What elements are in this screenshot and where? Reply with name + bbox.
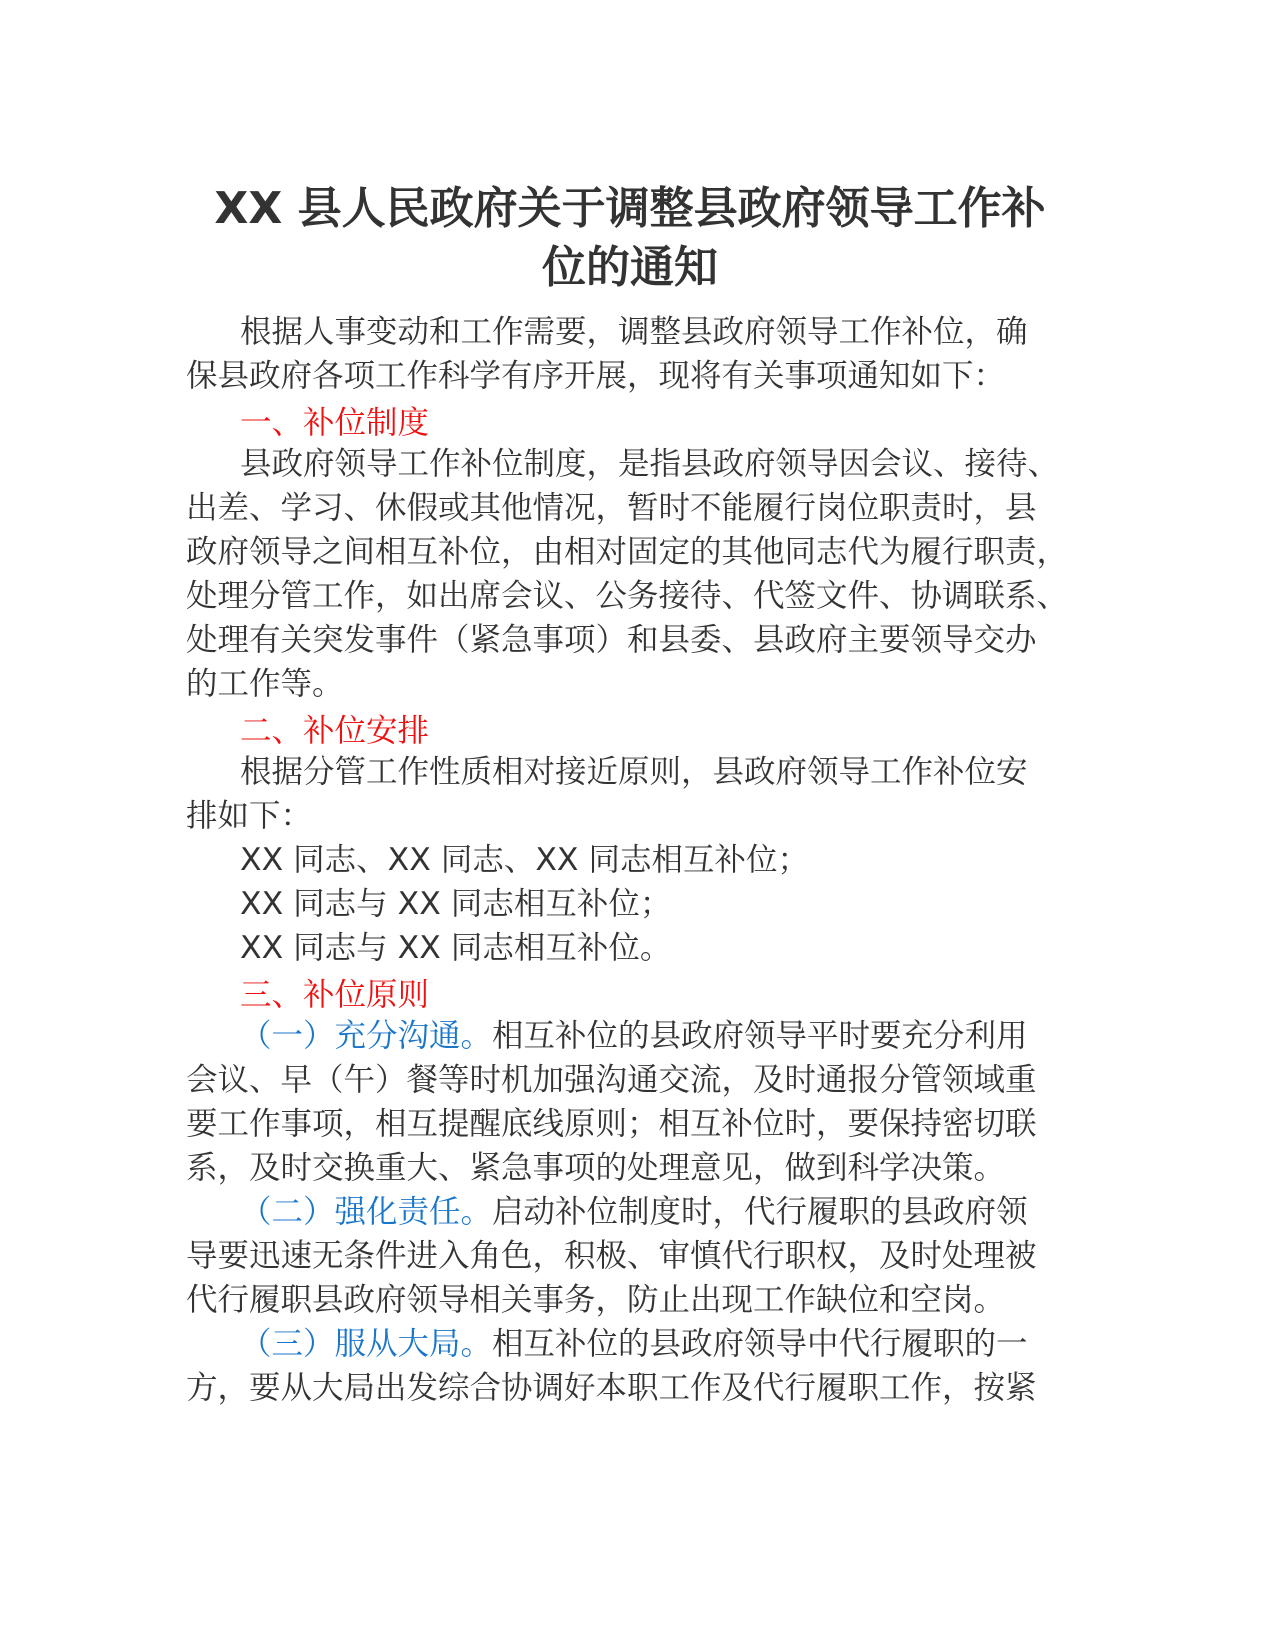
principle-3-label: （三）服从大局。: [240, 1326, 493, 1362]
arrangement-line-2: XX 同志与 XX 同志相互补位；: [240, 886, 672, 922]
section1-line-1: 县政府领导工作补位制度，是指县政府领导因会议、接待、: [240, 446, 1060, 482]
principle-2-text: 启动补位制度时，代行履职的县政府领: [492, 1194, 1028, 1230]
principle-1-line-2: 会议、早（午）餐等时机加强沟通交流，及时通报分管领域重: [186, 1062, 1037, 1098]
section1-line-4: 处理分管工作，如出席会议、公务接待、代签文件、协调联系、: [186, 578, 1069, 614]
section2-heading: 二、补位安排: [240, 713, 430, 749]
principle-2-line-3: 代行履职县政府领导相关事务，防止出现工作缺位和空岗。: [186, 1282, 1006, 1318]
principle-1-label: （一）充分沟通。: [240, 1018, 493, 1054]
section2-line-1: 根据分管工作性质相对接近原则，县政府领导工作补位安: [240, 754, 1028, 790]
arrangement-line-1: XX 同志、XX 同志、XX 同志相互补位；: [240, 842, 810, 878]
intro-line-2: 保县政府各项工作科学有序开展，现将有关事项通知如下：: [186, 358, 1006, 394]
principle-2-line-2: 导要迅速无条件进入角色，积极、审慎代行职权，及时处理被: [186, 1238, 1037, 1274]
section1-line-2: 出差、学习、休假或其他情况，暂时不能履行岗位职责时，县: [186, 490, 1037, 526]
section2-line-2: 排如下：: [186, 798, 313, 834]
arrangement-line-3: XX 同志与 XX 同志相互补位。: [240, 930, 672, 966]
principle-3-line-2: 方，要从大局出发综合协调好本职工作及代行履职工作，按紧: [186, 1370, 1037, 1406]
section1-heading: 一、补位制度: [240, 405, 430, 441]
principle-1-line-4: 系，及时交换重大、紧急事项的处理意见，做到科学决策。: [186, 1150, 1006, 1186]
section1-line-3: 政府领导之间相互补位，由相对固定的其他同志代为履行职责，: [186, 534, 1069, 570]
document-title-line-2: 位的通知: [542, 242, 718, 293]
principle-3-first-line: [240, 1322, 1028, 1366]
principle-1-text: 相互补位的县政府领导平时要充分利用: [492, 1018, 1028, 1054]
section1-line-6: 的工作等。: [186, 666, 344, 702]
principle-1-line-3: 要工作事项，相互提醒底线原则；相互补位时，要保持密切联: [186, 1106, 1037, 1142]
principle-2-first-line: [240, 1190, 1028, 1234]
section1-line-5: 处理有关突发事件（紧急事项）和县委、县政府主要领导交办: [186, 622, 1037, 658]
intro-line-1: 根据人事变动和工作需要，调整县政府领导工作补位，确: [240, 314, 1028, 350]
principle-1-first-line: [240, 1014, 1028, 1058]
section3-heading: 三、补位原则: [240, 977, 430, 1013]
document-title-line-1: XX 县人民政府关于调整县政府领导工作补: [214, 183, 1046, 234]
principle-3-text: 相互补位的县政府领导中代行履职的一: [492, 1326, 1028, 1362]
principle-2-label: （二）强化责任。: [240, 1194, 493, 1230]
